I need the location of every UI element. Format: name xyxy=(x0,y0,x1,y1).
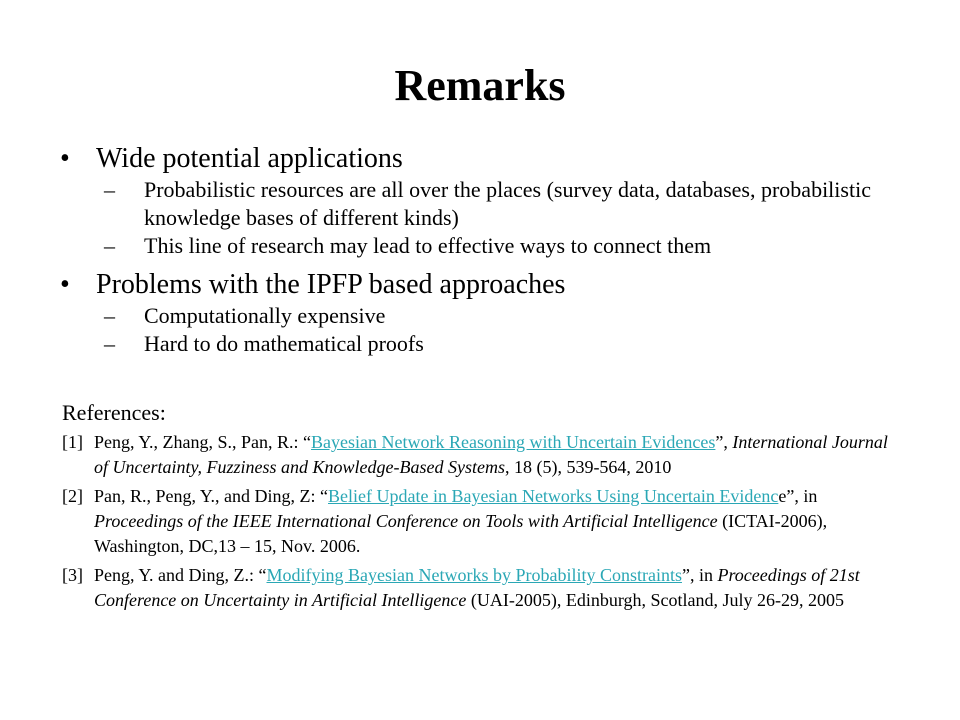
bullet-item xyxy=(60,142,920,176)
reference-body xyxy=(94,430,892,480)
reference-number: [1] xyxy=(62,432,83,452)
sub-bullet-text: Hard to do mathematical proofs xyxy=(144,331,424,356)
reference-venue: International Journal of Uncertainty, Fuzziness and Knowledge-Based Systems xyxy=(94,432,888,477)
reference-item xyxy=(62,563,892,613)
dash-icon: – xyxy=(104,177,115,202)
sub-bullet-item xyxy=(104,302,920,330)
reference-number: [3] xyxy=(62,565,83,585)
dash-icon: – xyxy=(104,331,115,356)
reference-number: [2] xyxy=(62,486,83,506)
reference-after-link: ”, xyxy=(715,432,728,452)
reference-item xyxy=(62,430,892,480)
sub-bullet-text: This line of research may lead to effective ways to connect them xyxy=(144,233,712,258)
reference-venue: Proceedings of the IEEE International Conference on Tools with Artificial Intelligence xyxy=(94,511,718,531)
references-section xyxy=(62,398,892,617)
sub-bullet-text: Probabilistic resources are all over the places (survey data, databases, probabilistic knowledge bases of different kinds) xyxy=(144,177,871,230)
sub-bullet-item xyxy=(104,330,920,358)
reference-authors: Pan, R., Peng, Y., and Ding, Z: “ xyxy=(94,486,328,506)
sub-bullet-item xyxy=(104,176,920,232)
dash-icon: – xyxy=(104,303,115,328)
bullet-text: Problems with the IPFP based approaches xyxy=(96,269,566,300)
bullet-item xyxy=(60,268,920,302)
reference-body xyxy=(94,484,892,559)
reference-link[interactable]: Modifying Bayesian Networks by Probability Constraints xyxy=(266,565,682,585)
bullet-icon: • xyxy=(60,269,70,300)
bullet-text: Wide potential applications xyxy=(96,143,403,174)
reference-after-link: ”, in xyxy=(681,565,718,585)
sub-bullet-text: Computationally expensive xyxy=(144,303,386,328)
reference-link[interactable]: Belief Update in Bayesian Networks Using Uncertain Evidenc xyxy=(328,486,779,506)
bullet-list xyxy=(60,142,920,358)
reference-link[interactable]: Bayesian Network Reasoning with Uncertain Evidences xyxy=(311,432,716,452)
reference-authors: Peng, Y., Zhang, S., Pan, R.: “ xyxy=(94,432,312,452)
dash-icon: – xyxy=(104,233,115,258)
reference-body xyxy=(94,563,892,613)
slide-title: Remarks xyxy=(394,61,566,110)
references-heading: References: xyxy=(62,400,166,425)
reference-details: (ICTAI-2006), Washington, DC,13 – 15, Nov. 2006. xyxy=(94,511,828,556)
reference-item xyxy=(62,484,892,559)
reference-details: (UAI-2005), Edinburgh, Scotland, July 26-29, 2005 xyxy=(466,590,845,610)
reference-details: , 18 (5), 539-564, 2010 xyxy=(504,457,672,477)
reference-venue: Proceedings of 21st Conference on Uncertainty in Artificial Intelligence xyxy=(94,565,860,610)
sub-bullet-item xyxy=(104,232,920,260)
reference-after-link: e”, in xyxy=(778,486,818,506)
reference-authors: Peng, Y. and Ding, Z.: “ xyxy=(94,565,267,585)
bullet-icon: • xyxy=(60,143,70,174)
